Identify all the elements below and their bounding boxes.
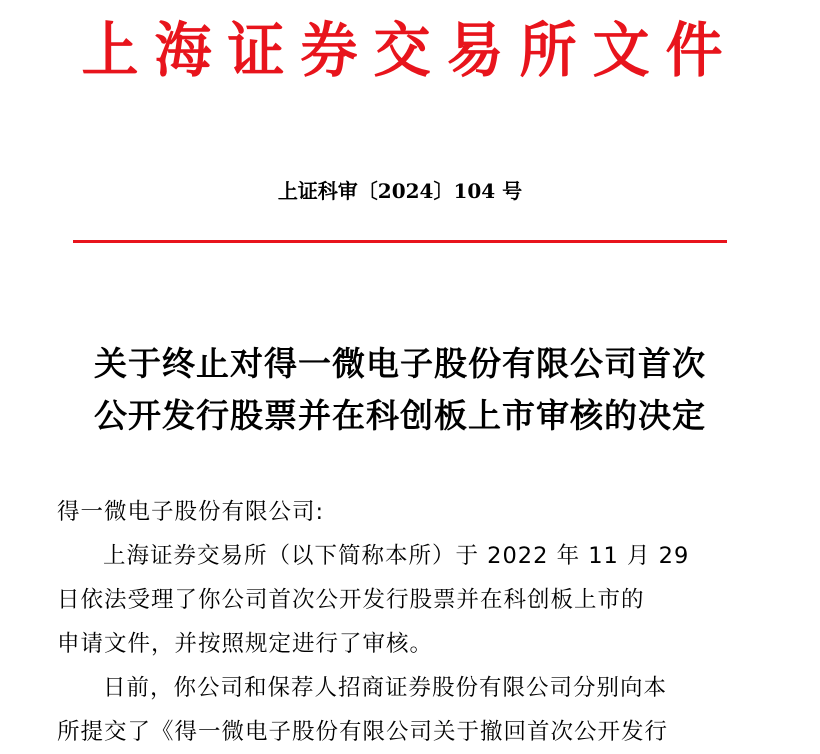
document-header [0, 0, 820, 100]
body-line: 日前，你公司和保荐人招商证券股份有限公司分别向本 [103, 675, 668, 701]
body-line: 申请文件，并按照规定进行了审核。 [57, 631, 434, 657]
red-divider-line [73, 240, 727, 243]
document-title [40, 338, 760, 442]
issuer-title: 上海证券交易所文件 [81, 14, 739, 86]
document-title-line-1: 关于终止对得一微电子股份有限公司首次 [94, 344, 706, 383]
body-line: 日依法受理了你公司首次公开发行股票并在科创板上市的 [57, 587, 645, 613]
document-number: 上证科审〔2024〕104 号 [277, 179, 523, 203]
document-body [57, 490, 757, 754]
body-line: 上海证券交易所（以下简称本所）于 2022 年 11 月 29 [103, 543, 690, 569]
body-line: 所提交了《得一微电子股份有限公司关于撤回首次公开发行 [57, 719, 669, 745]
salutation: 得一微电子股份有限公司: [57, 499, 325, 525]
document-title-line-2: 公开发行股票并在科创板上市审核的决定 [94, 396, 706, 435]
